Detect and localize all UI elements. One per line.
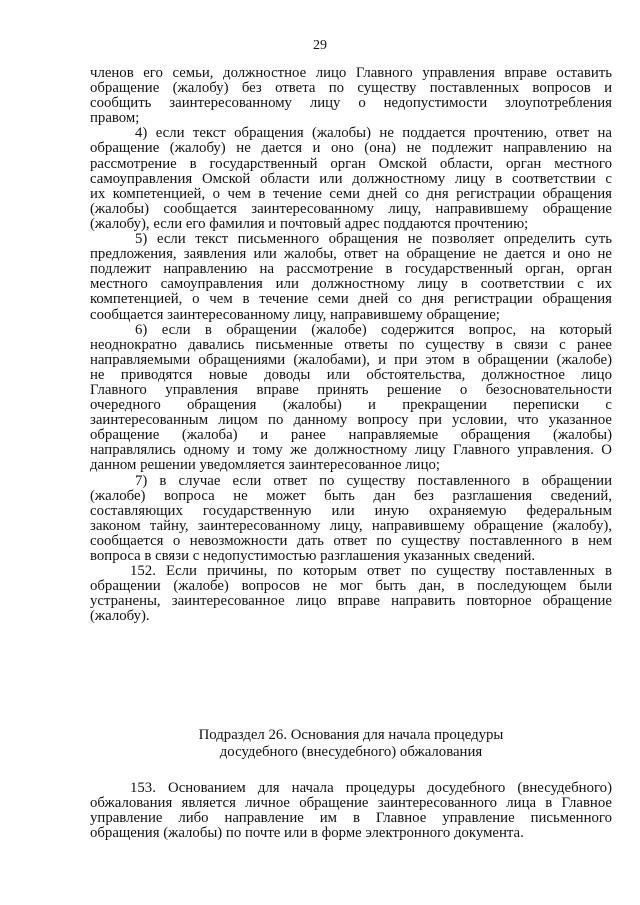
text-line: (жалобу).: [90, 608, 150, 625]
text-line: обращения (жалобы) по почте или в форме электронного документа.: [90, 825, 524, 842]
text-line: местного самоуправления или должностному лицу в соответствии с их: [90, 276, 612, 293]
text-line: обжалования является личное обращение заинтересованного лица в Главное: [90, 795, 612, 812]
text-line: направляемыми обращениями (жалобами), и при этом в обращении (жалобе): [90, 351, 612, 368]
text-line: данном решении уведомляется заинтересованное лицо;: [90, 457, 441, 474]
heading-line: Подраздел 26. Основания для начала процедуры: [198, 727, 504, 743]
text-line: не приводятся новые доводы или обстоятельства, должностное лицо: [90, 366, 612, 383]
text-line: правом;: [90, 110, 140, 127]
text-line: вопроса в связи с недопустимостью разглашения указанных сведений.: [90, 548, 536, 564]
text-line: самоуправления Омской области или должностному лицу в соответствии с: [90, 170, 612, 187]
heading-line: досудебного (внесудебного) обжалования: [219, 744, 483, 760]
text-line: сообщается о невозможности дать ответ по существу поставленного в нем: [90, 532, 612, 549]
page-number: 29: [313, 38, 327, 53]
text-line: Главного управления вправе принять решение о безосновательности: [90, 381, 612, 398]
text-line: сообщается заинтересованному лицу, направившему обращение;: [90, 306, 500, 323]
text-line: рассмотрение в государственный орган Омской области, орган местного: [90, 155, 612, 172]
text-line: предложения, заявления или жалобы, ответ на обращение не дается и оно не: [90, 246, 612, 263]
text-line: (жалобу), если его фамилия и почтовый адрес поддаются прочтению;: [90, 215, 529, 232]
text-line: неоднократно давались письменные ответы по существу в связи с ранее: [90, 336, 612, 353]
section-heading: [90, 727, 612, 761]
text-line: их компетенцией, о чем в течение семи дней со дня регистрации обращения: [90, 185, 612, 202]
text-line: сообщить заинтересованному лицу о недопустимости злоупотребления: [90, 95, 612, 112]
text-line: подлежит направлению на рассмотрение в государственный орган, орган: [90, 261, 612, 278]
list-item-6-line: 6) если в обращении (жалобе) содержится вопрос, на который: [135, 321, 612, 338]
text-line: обращении (жалобе) вопросов не мог быть дан, в последующем были: [90, 578, 612, 595]
text-line: обращение (жалоба) и ранее направляемые обращения (жалобы): [90, 427, 612, 444]
list-item-5-line: 5) если текст письменного обращения не позволяет определить суть: [135, 231, 612, 248]
body-text-top: [90, 66, 612, 624]
text-line: направлялись одному и тому же должностному лицу Главного управления. О: [90, 442, 612, 459]
text-line: заинтересованным лицом по данному вопросу при условии, что указанное: [90, 412, 612, 429]
paragraph-153-line: 153. Основанием для начала процедуры досудебного (внесудебного): [130, 780, 612, 796]
list-item-7-line: 7) в случае если ответ по существу поставленного в обращении: [135, 472, 612, 489]
text-line: устранены, заинтересованное лицо вправе направить повторное обращение: [90, 593, 612, 610]
text-line: законом тайну, заинтересованному лицу, направившему обращение (жалобу),: [90, 517, 612, 534]
text-line: членов его семьи, должностное лицо Главного управления вправе оставить: [90, 65, 612, 81]
text-line: (жалобе) вопроса не может быть дан без разглашения сведений,: [90, 487, 612, 504]
text-line: очередного обращения (жалобы) и прекращении переписки с: [90, 397, 612, 414]
text-line: обращение (жалобу) не дается и оно (она) не подлежит направлению на: [90, 140, 612, 157]
body-text-bottom: [90, 781, 612, 841]
text-line: обращение (жалобу) без ответа по существу поставленных вопросов и: [90, 80, 612, 97]
text-line: управление либо направление им в Главное управление письменного: [90, 810, 612, 827]
text-line: компетенцией, о чем в течение семи дней со дня регистрации обращения: [90, 291, 612, 308]
paragraph-152-line: 152. Если причины, по которым ответ по существу поставленных в: [130, 563, 612, 580]
list-item-4-line: 4) если текст обращения (жалобы) не поддается прочтению, ответ на: [135, 125, 612, 142]
text-line: (жалобы) сообщается заинтересованному лицу, направившему обращение: [90, 200, 612, 217]
text-line: составляющих государственную или иную охраняемую федеральным: [90, 502, 612, 519]
